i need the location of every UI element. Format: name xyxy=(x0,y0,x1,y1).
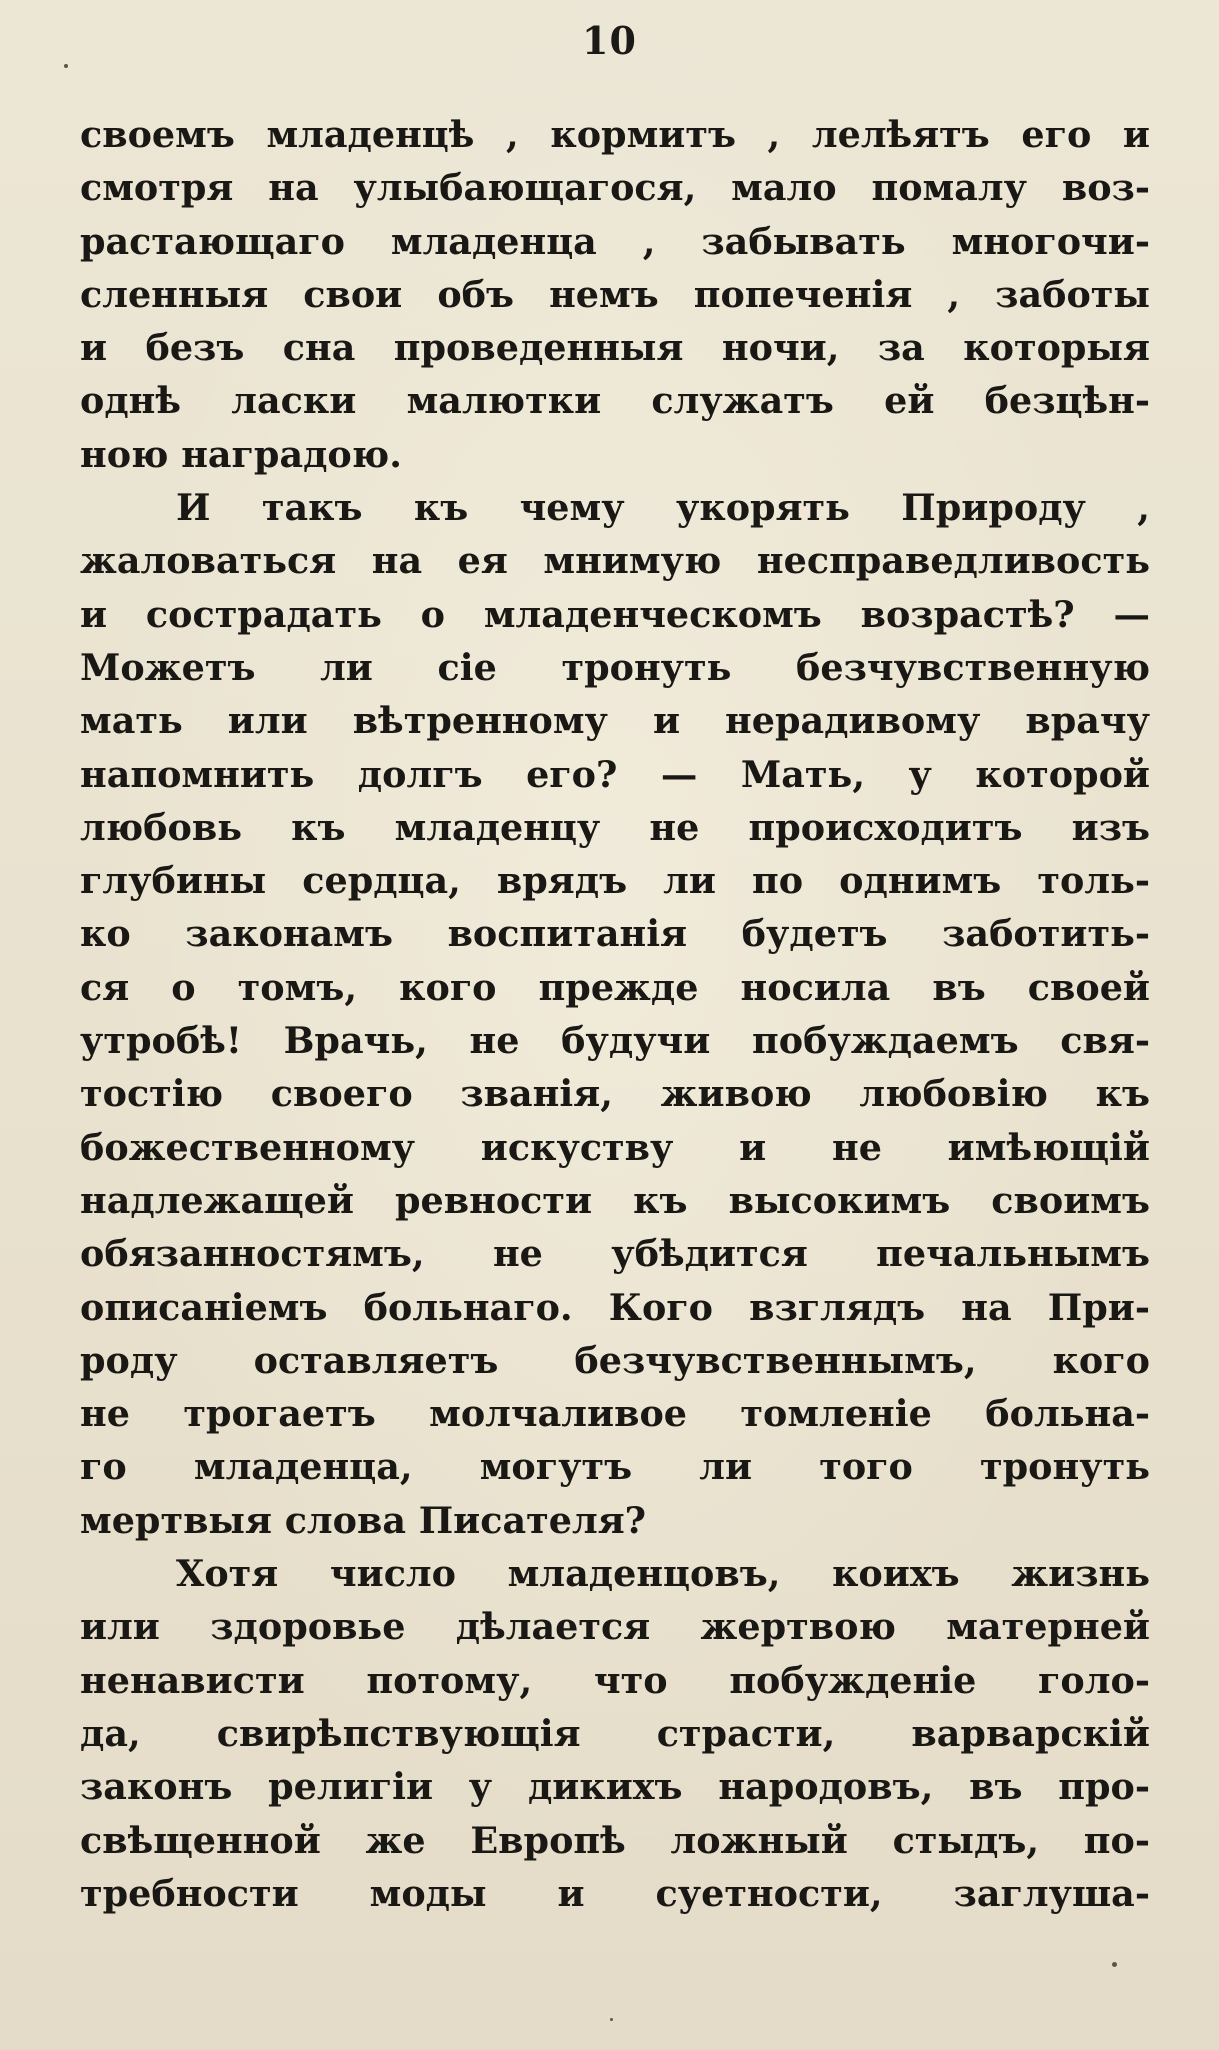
text-line: однѣ ласки малютки служатъ ей безцѣн- xyxy=(80,379,1150,423)
text-line: го младенца, могутъ ли того тронуть xyxy=(80,1445,1150,1489)
text-line: смотря на улыбающагося, мало помалу воз- xyxy=(80,166,1150,210)
text-line: напомнить долгъ его? — Мать, у которой xyxy=(80,752,1150,796)
text-line: ся о томъ, кого прежде носила въ своей xyxy=(80,965,1150,1009)
text-line: и безъ сна проведенныя ночи, за которыя xyxy=(80,326,1150,370)
text-line: ненависти потому, что побужденіе голо- xyxy=(80,1658,1150,1702)
text-line: не трогаетъ молчаливое томленіе больна- xyxy=(80,1392,1150,1436)
text-line: мертвыя слова Писателя? xyxy=(80,1498,647,1542)
text-line: надлежащей ревности къ высокимъ своимъ xyxy=(80,1178,1150,1222)
paragraph xyxy=(80,1547,1150,1920)
text-line: свѣщенной же Европѣ ложный стыдъ, по- xyxy=(80,1818,1150,1862)
text-line: законъ религіи у дикихъ народовъ, въ про- xyxy=(80,1765,1150,1809)
text-line: ко законамъ воспитанія будетъ заботить- xyxy=(80,912,1150,956)
text-line: жаловаться на ея мнимую несправедливость xyxy=(80,539,1150,583)
body-text xyxy=(80,108,1150,1920)
page-number: 10 xyxy=(582,18,637,63)
text-line: или здоровье дѣлается жертвою матерней xyxy=(80,1605,1150,1649)
text-line: любовь къ младенцу не происходитъ изъ xyxy=(80,805,1150,849)
text-line: божественному искуству и не имѣющій xyxy=(80,1125,1150,1169)
text-line: мать или вѣтренному и нерадивому врачу xyxy=(80,699,1150,743)
text-line: тостію своего званія, живою любовію къ xyxy=(80,1072,1150,1116)
text-line: утробѣ! Врачь, не будучи побуждаемъ свя- xyxy=(80,1019,1150,1063)
text-line: Хотя число младенцовъ, коихъ жизнь xyxy=(176,1552,1150,1596)
text-line: да, свирѣпствующія страсти, варварскій xyxy=(80,1711,1150,1755)
paragraph xyxy=(80,481,1150,1547)
text-line: глубины сердца, врядъ ли по однимъ толь- xyxy=(80,859,1150,903)
text-line: и сострадать о младенческомъ возрастѣ? — xyxy=(80,592,1150,636)
text-line: Можетъ ли сіе тронуть безчувственную xyxy=(80,645,1150,689)
text-line: своемъ младенцѣ , кормитъ , лелѣятъ его и xyxy=(80,113,1150,156)
text-line: И такъ къ чему укорять Природу , xyxy=(176,486,1150,530)
paper-speck xyxy=(610,2018,613,2021)
paragraph xyxy=(80,108,1150,481)
text-line: требности моды и суетности, заглуша- xyxy=(80,1871,1150,1915)
paper-speck xyxy=(64,64,68,68)
paper-speck xyxy=(1112,1962,1117,1967)
text-line: роду оставляетъ безчувственнымъ, кого xyxy=(80,1338,1150,1382)
text-line: растающаго младенца , забывать многочи- xyxy=(80,219,1150,263)
text-line: ною наградою. xyxy=(80,432,402,476)
text-line: описаніемъ больнаго. Кого взглядъ на При- xyxy=(80,1285,1150,1329)
text-line: обязанностямъ, не убѣдится печальнымъ xyxy=(80,1232,1150,1276)
text-line: сленныя свои объ немъ попеченія , заботы xyxy=(80,272,1150,316)
